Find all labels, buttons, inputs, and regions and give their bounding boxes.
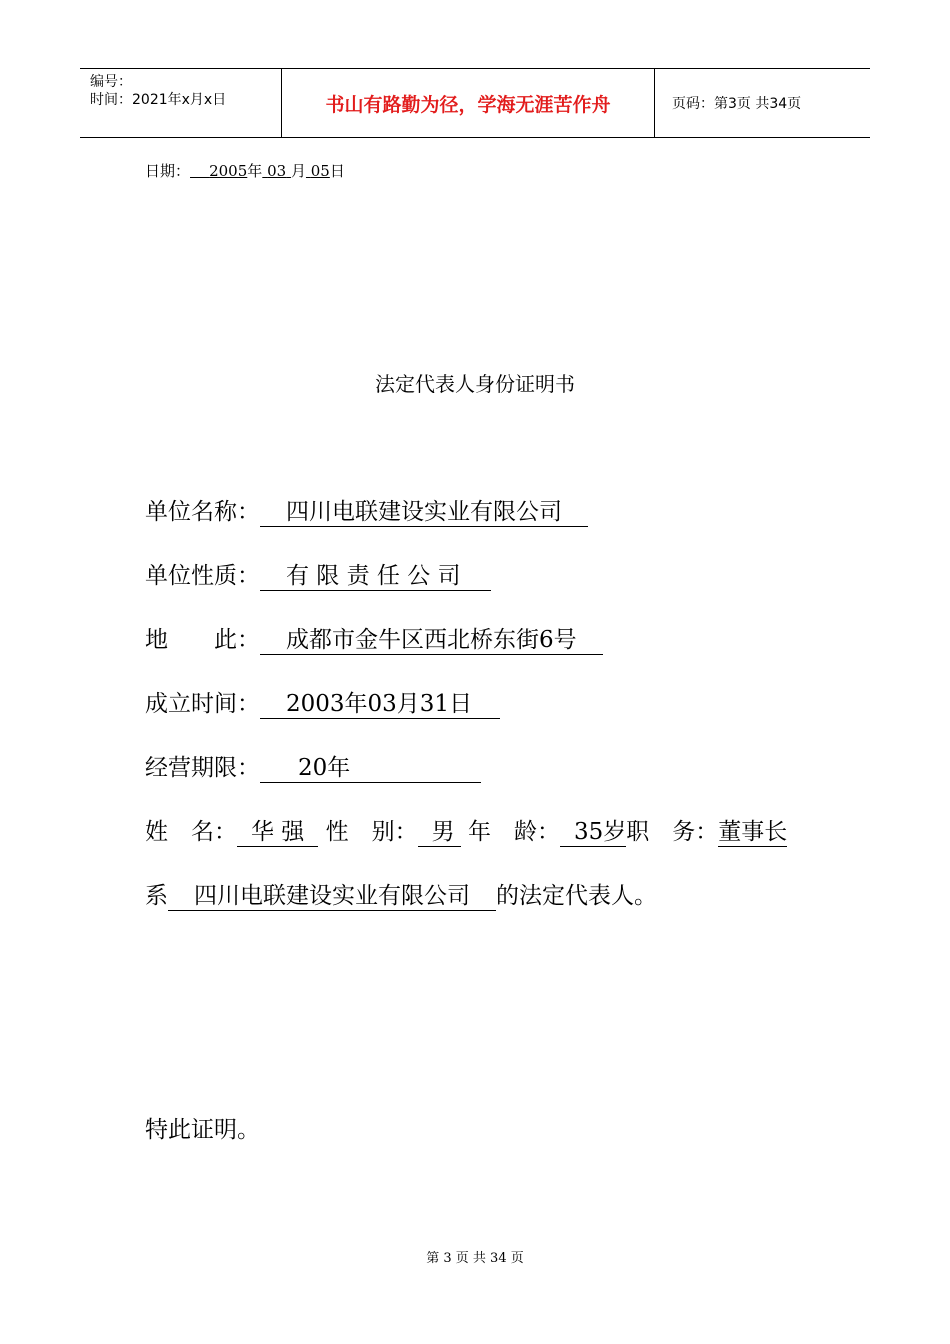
- address-label: 地 此：: [145, 627, 260, 653]
- name-value: 华 强: [237, 818, 318, 847]
- date-day: 05: [310, 162, 330, 180]
- date-month: 03: [267, 162, 287, 180]
- address-row: [145, 624, 603, 656]
- age-label: 年 龄：: [467, 819, 560, 845]
- page-footer: 第 3 页 共 34 页: [426, 1251, 524, 1266]
- unit-name-row: [145, 496, 588, 528]
- unit-nature-label: 单位性质：: [145, 563, 260, 589]
- term-row: [145, 752, 481, 784]
- unit-nature-row: [145, 560, 491, 592]
- person-row: [145, 816, 787, 848]
- document-date: [145, 160, 345, 181]
- founded-row: [145, 688, 500, 720]
- unit-name-value: 四川电联建设实业有限公司: [260, 498, 588, 527]
- statement-row: [145, 880, 657, 912]
- position-value: 董事长: [718, 819, 788, 845]
- doc-time-label: 时间：2021年x月x日: [90, 92, 227, 108]
- document-title: 法定代表人身份证明书: [375, 372, 575, 396]
- header-page-info: [664, 69, 870, 137]
- address-value: 成都市金牛区西北桥东街6号: [260, 626, 603, 655]
- date-year: 2005: [209, 162, 248, 180]
- page-header: [80, 68, 870, 138]
- header-meta-cell: [80, 69, 282, 137]
- date-month-unit: 月: [290, 162, 306, 180]
- doc-number-label: 编号：: [90, 74, 132, 90]
- statement-company: 四川电联建设实业有限公司: [168, 882, 496, 911]
- founded-label: 成立时间：: [145, 691, 260, 717]
- gender-value: 男: [418, 818, 461, 847]
- unit-nature-value: 有 限 责 任 公 司: [260, 562, 491, 591]
- date-year-unit: 年: [247, 162, 263, 180]
- name-label: 姓 名：: [145, 819, 237, 845]
- gender-label: 性 别：: [325, 819, 418, 845]
- statement-prefix: 系: [145, 883, 168, 909]
- position-label: 职 务：: [626, 819, 719, 845]
- founded-value: 2003年03月31日: [260, 690, 500, 719]
- unit-name-label: 单位名称：: [145, 499, 260, 525]
- term-label: 经营期限：: [145, 755, 260, 781]
- date-label: 日期：: [145, 162, 191, 180]
- closing-text: 特此证明。: [145, 1117, 260, 1143]
- header-page-text: 页码：第3页 共34页: [672, 96, 802, 112]
- term-value: 20年: [260, 754, 481, 783]
- header-motto: 书山有路勤为径，学海无涯苦作舟: [282, 69, 655, 137]
- statement-suffix: 的法定代表人。: [496, 883, 657, 909]
- age-value: 35岁: [560, 818, 626, 847]
- date-day-unit: 日: [329, 162, 345, 180]
